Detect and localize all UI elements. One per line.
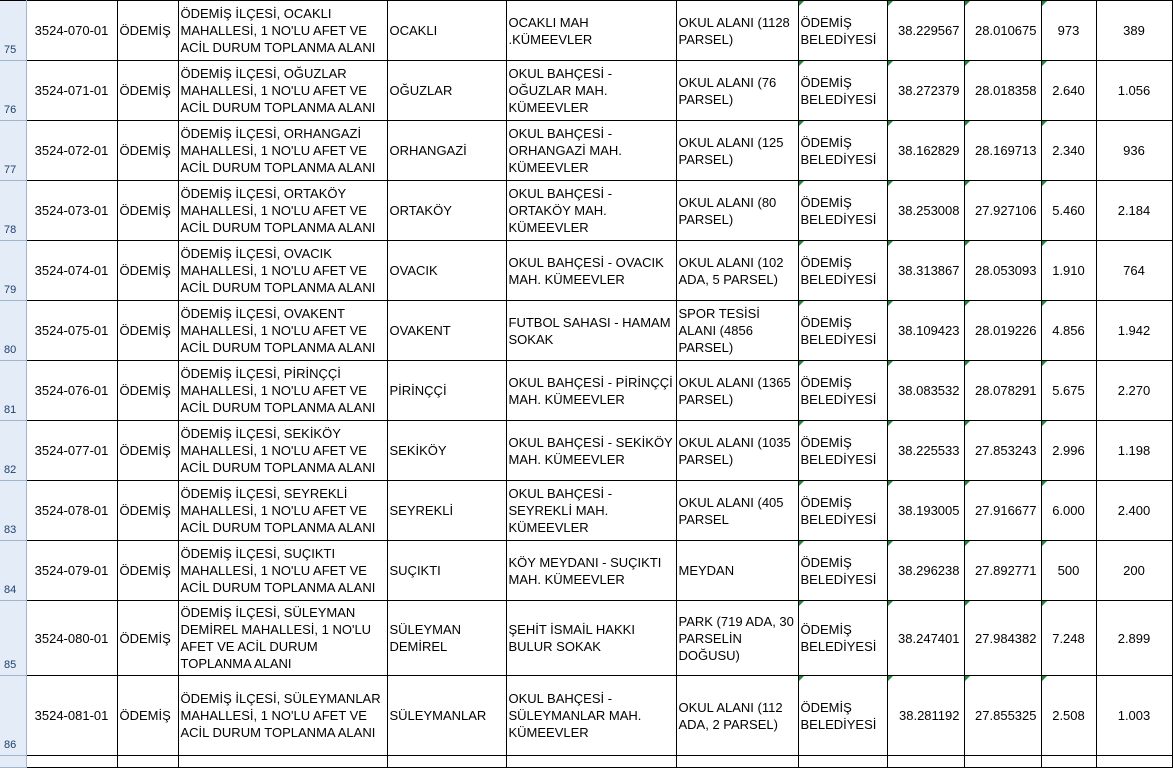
cell-address[interactable]: OKUL BAHÇESİ - ORHANGAZİ MAH. KÜMEEVLER <box>506 121 676 181</box>
cell-neighborhood[interactable]: PİRİNÇÇİ <box>387 361 506 421</box>
cell-neighborhood[interactable]: ORTAKÖY <box>387 181 506 241</box>
cell-code[interactable]: 3524-071-01 <box>26 61 117 121</box>
cell-area-type[interactable]: OKUL ALANI (1128 PARSEL) <box>676 1 798 61</box>
cell-area-type[interactable]: OKUL ALANI (76 PARSEL) <box>676 61 798 121</box>
cell-area[interactable]: 5.460 <box>1041 181 1096 241</box>
cell-longitude[interactable]: 27.855325 <box>964 676 1041 756</box>
cell-longitude[interactable]: 27.927106 <box>964 181 1041 241</box>
cell-code[interactable]: 3524-079-01 <box>26 541 117 601</box>
cell-neighborhood[interactable]: SEYREKLİ <box>387 481 506 541</box>
cell-district[interactable]: ÖDEMİŞ <box>117 361 178 421</box>
cell-description[interactable]: ÖDEMİŞ İLÇESİ, ORTAKÖY MAHALLESİ, 1 NO'LU AFET VE ACİL DURUM TOPLANMA ALANI <box>178 181 387 241</box>
cell-capacity[interactable]: 389 <box>1096 1 1172 61</box>
cell-area[interactable]: 2.996 <box>1041 421 1096 481</box>
cell-area-type[interactable]: OKUL ALANI (1365 PARSEL) <box>676 361 798 421</box>
cell-address[interactable]: FUTBOL SAHASI - HAMAM SOKAK <box>506 301 676 361</box>
table-row[interactable] <box>0 301 1172 361</box>
table-row[interactable] <box>0 61 1172 121</box>
cell-description[interactable]: ÖDEMİŞ İLÇESİ, PİRİNÇÇİ MAHALLESİ, 1 NO'LU AFET VE ACİL DURUM TOPLANMA ALANI <box>178 361 387 421</box>
cell-code[interactable]: 3524-070-01 <box>26 1 117 61</box>
cell-district[interactable]: ÖDEMİŞ <box>117 481 178 541</box>
table-row[interactable] <box>0 481 1172 541</box>
cell-institution[interactable]: ÖDEMİŞ BELEDİYESİ <box>798 1 887 61</box>
cell-capacity[interactable]: 1.942 <box>1096 301 1172 361</box>
row-header[interactable]: 80 <box>0 301 26 361</box>
cell-area-type[interactable]: OKUL ALANI (80 PARSEL) <box>676 181 798 241</box>
cell-area-type[interactable]: MEYDAN <box>676 541 798 601</box>
cell-district[interactable]: ÖDEMİŞ <box>117 601 178 676</box>
cell-district[interactable]: ÖDEMİŞ <box>117 541 178 601</box>
cell-latitude[interactable]: 38.229567 <box>887 1 964 61</box>
cell-area[interactable]: 973 <box>1041 1 1096 61</box>
cell-neighborhood[interactable]: OCAKLI <box>387 1 506 61</box>
cell-latitude[interactable]: 38.109423 <box>887 301 964 361</box>
cell-address[interactable]: ŞEHİT İSMAİL HAKKI BULUR SOKAK <box>506 601 676 676</box>
cell-empty <box>178 756 387 768</box>
cell-capacity[interactable]: 2.184 <box>1096 181 1172 241</box>
cell-empty <box>117 756 178 768</box>
cell-capacity[interactable]: 1.056 <box>1096 61 1172 121</box>
cell-longitude[interactable]: 27.916677 <box>964 481 1041 541</box>
cell-area-type[interactable]: OKUL ALANI (1035 PARSEL) <box>676 421 798 481</box>
cell-description[interactable]: ÖDEMİŞ İLÇESİ, OVACIK MAHALLESİ, 1 NO'LU AFET VE ACİL DURUM TOPLANMA ALANI <box>178 241 387 301</box>
cell-area-type[interactable]: SPOR TESİSİ ALANI (4856 PARSEL) <box>676 301 798 361</box>
cell-institution[interactable]: ÖDEMİŞ BELEDİYESİ <box>798 121 887 181</box>
cell-area-type[interactable]: PARK (719 ADA, 30 PARSELİN DOĞUSU) <box>676 601 798 676</box>
cell-description[interactable]: ÖDEMİŞ İLÇESİ, OĞUZLAR MAHALLESİ, 1 NO'LU AFET VE ACİL DURUM TOPLANMA ALANI <box>178 61 387 121</box>
cell-description[interactable]: ÖDEMİŞ İLÇESİ, SUÇIKTI MAHALLESİ, 1 NO'LU AFET VE ACİL DURUM TOPLANMA ALANI <box>178 541 387 601</box>
cell-code[interactable]: 3524-078-01 <box>26 481 117 541</box>
cell-empty <box>1041 756 1096 768</box>
table-row[interactable] <box>0 121 1172 181</box>
cell-longitude[interactable]: 28.078291 <box>964 361 1041 421</box>
cell-latitude[interactable]: 38.313867 <box>887 241 964 301</box>
cell-area-type[interactable]: OKUL ALANI (125 PARSEL) <box>676 121 798 181</box>
cell-area[interactable]: 4.856 <box>1041 301 1096 361</box>
cell-address[interactable]: OKUL BAHÇESİ - ORTAKÖY MAH. KÜMEEVLER <box>506 181 676 241</box>
cell-latitude[interactable]: 38.162829 <box>887 121 964 181</box>
cell-code[interactable]: 3524-073-01 <box>26 181 117 241</box>
cell-empty <box>26 756 117 768</box>
cell-latitude[interactable]: 38.253008 <box>887 181 964 241</box>
cell-area-type[interactable]: OKUL ALANI (102 ADA, 5 PARSEL) <box>676 241 798 301</box>
table-row[interactable] <box>0 181 1172 241</box>
cell-institution[interactable]: ÖDEMİŞ BELEDİYESİ <box>798 241 887 301</box>
cell-address[interactable]: KÖY MEYDANI - SUÇIKTI MAH. KÜMEEVLER <box>506 541 676 601</box>
cell-district[interactable]: ÖDEMİŞ <box>117 121 178 181</box>
cell-address[interactable]: OKUL BAHÇESİ - OVACIK MAH. KÜMEEVLER <box>506 241 676 301</box>
cell-district[interactable]: ÖDEMİŞ <box>117 301 178 361</box>
cell-empty <box>0 756 26 768</box>
cell-address[interactable]: OKUL BAHÇESİ - SEYREKLİ MAH. KÜMEEVLER <box>506 481 676 541</box>
cell-description[interactable]: ÖDEMİŞ İLÇESİ, SEKİKÖY MAHALLESİ, 1 NO'LU AFET VE ACİL DURUM TOPLANMA ALANI <box>178 421 387 481</box>
cell-district[interactable]: ÖDEMİŞ <box>117 241 178 301</box>
cell-code[interactable]: 3524-080-01 <box>26 601 117 676</box>
cell-institution[interactable]: ÖDEMİŞ BELEDİYESİ <box>798 541 887 601</box>
cell-longitude[interactable]: 28.018358 <box>964 61 1041 121</box>
cell-capacity[interactable]: 200 <box>1096 541 1172 601</box>
cell-area[interactable]: 2.508 <box>1041 676 1096 756</box>
cell-institution[interactable]: ÖDEMİŞ BELEDİYESİ <box>798 676 887 756</box>
cell-district[interactable]: ÖDEMİŞ <box>117 676 178 756</box>
cell-neighborhood[interactable]: OĞUZLAR <box>387 61 506 121</box>
cell-neighborhood[interactable]: SUÇIKTI <box>387 541 506 601</box>
cell-description[interactable]: ÖDEMİŞ İLÇESİ, SÜLEYMANLAR MAHALLESİ, 1 NO'LU AFET VE ACİL DURUM TOPLANMA ALANI <box>178 676 387 756</box>
row-header[interactable]: 75 <box>0 1 26 61</box>
cell-area[interactable]: 6.000 <box>1041 481 1096 541</box>
cell-latitude[interactable]: 38.247401 <box>887 601 964 676</box>
cell-latitude[interactable]: 38.193005 <box>887 481 964 541</box>
cell-address[interactable]: OCAKLI MAH .KÜMEEVLER <box>506 1 676 61</box>
cell-neighborhood[interactable]: SÜLEYMANLAR <box>387 676 506 756</box>
cell-institution[interactable]: ÖDEMİŞ BELEDİYESİ <box>798 421 887 481</box>
table-row-partial <box>0 756 1172 768</box>
cell-capacity[interactable]: 1.003 <box>1096 676 1172 756</box>
cell-longitude[interactable]: 28.169713 <box>964 121 1041 181</box>
cell-neighborhood[interactable]: OVAKENT <box>387 301 506 361</box>
cell-longitude[interactable]: 27.892771 <box>964 541 1041 601</box>
cell-area[interactable]: 2.340 <box>1041 121 1096 181</box>
cell-capacity[interactable]: 2.400 <box>1096 481 1172 541</box>
cell-latitude[interactable]: 38.225533 <box>887 421 964 481</box>
cell-neighborhood[interactable]: SÜLEYMAN DEMİREL <box>387 601 506 676</box>
cell-description[interactable]: ÖDEMİŞ İLÇESİ, SEYREKLİ MAHALLESİ, 1 NO'LU AFET VE ACİL DURUM TOPLANMA ALANI <box>178 481 387 541</box>
cell-empty <box>506 756 676 768</box>
cell-address[interactable]: OKUL BAHÇESİ - SEKİKÖY MAH. KÜMEEVLER <box>506 421 676 481</box>
cell-address[interactable]: OKUL BAHÇESİ - OĞUZLAR MAH. KÜMEEVLER <box>506 61 676 121</box>
cell-neighborhood[interactable]: OVACIK <box>387 241 506 301</box>
cell-area[interactable]: 1.910 <box>1041 241 1096 301</box>
cell-latitude[interactable]: 38.281192 <box>887 676 964 756</box>
cell-empty <box>798 756 887 768</box>
cell-neighborhood[interactable]: ORHANGAZİ <box>387 121 506 181</box>
cell-empty <box>676 756 798 768</box>
cell-institution[interactable]: ÖDEMİŞ BELEDİYESİ <box>798 361 887 421</box>
cell-capacity[interactable]: 764 <box>1096 241 1172 301</box>
cell-institution[interactable]: ÖDEMİŞ BELEDİYESİ <box>798 481 887 541</box>
cell-area-type[interactable]: OKUL ALANI (112 ADA, 2 PARSEL) <box>676 676 798 756</box>
row-header[interactable]: 78 <box>0 181 26 241</box>
cell-district[interactable]: ÖDEMİŞ <box>117 1 178 61</box>
row-header[interactable]: 84 <box>0 541 26 601</box>
cell-neighborhood[interactable]: SEKİKÖY <box>387 421 506 481</box>
cell-institution[interactable]: ÖDEMİŞ BELEDİYESİ <box>798 181 887 241</box>
cell-code[interactable]: 3524-075-01 <box>26 301 117 361</box>
cell-empty <box>964 756 1041 768</box>
cell-area[interactable]: 2.640 <box>1041 61 1096 121</box>
cell-code[interactable]: 3524-077-01 <box>26 421 117 481</box>
table-row[interactable] <box>0 421 1172 481</box>
cell-area[interactable]: 7.248 <box>1041 601 1096 676</box>
row-header[interactable]: 83 <box>0 481 26 541</box>
table-row[interactable] <box>0 241 1172 301</box>
table-row[interactable] <box>0 601 1172 676</box>
cell-institution[interactable]: ÖDEMİŞ BELEDİYESİ <box>798 61 887 121</box>
cell-description[interactable]: ÖDEMİŞ İLÇESİ, OVAKENT MAHALLESİ, 1 NO'LU AFET VE ACİL DURUM TOPLANMA ALANI <box>178 301 387 361</box>
cell-district[interactable]: ÖDEMİŞ <box>117 61 178 121</box>
table-row[interactable] <box>0 676 1172 756</box>
cell-empty <box>1096 756 1172 768</box>
cell-code[interactable]: 3524-074-01 <box>26 241 117 301</box>
cell-code[interactable]: 3524-081-01 <box>26 676 117 756</box>
cell-latitude[interactable]: 38.083532 <box>887 361 964 421</box>
cell-area[interactable]: 5.675 <box>1041 361 1096 421</box>
row-header[interactable]: 82 <box>0 421 26 481</box>
cell-description[interactable]: ÖDEMİŞ İLÇESİ, ORHANGAZİ MAHALLESİ, 1 NO'LU AFET VE ACİL DURUM TOPLANMA ALANI <box>178 121 387 181</box>
cell-code[interactable]: 3524-072-01 <box>26 121 117 181</box>
cell-description[interactable]: ÖDEMİŞ İLÇESİ, SÜLEYMAN DEMİREL MAHALLESİ, 1 NO'LU AFET VE ACİL DURUM TOPLANMA ALANI <box>178 601 387 676</box>
cell-institution[interactable]: ÖDEMİŞ BELEDİYESİ <box>798 601 887 676</box>
cell-capacity[interactable]: 2.899 <box>1096 601 1172 676</box>
cell-latitude[interactable]: 38.296238 <box>887 541 964 601</box>
cell-longitude[interactable]: 28.053093 <box>964 241 1041 301</box>
cell-description[interactable]: ÖDEMİŞ İLÇESİ, OCAKLI MAHALLESİ, 1 NO'LU AFET VE ACİL DURUM TOPLANMA ALANI <box>178 1 387 61</box>
cell-empty <box>887 756 964 768</box>
row-header[interactable]: 77 <box>0 121 26 181</box>
cell-longitude[interactable]: 27.984382 <box>964 601 1041 676</box>
table-row[interactable] <box>0 361 1172 421</box>
table-row[interactable] <box>0 541 1172 601</box>
row-header[interactable]: 79 <box>0 241 26 301</box>
cell-area-type[interactable]: OKUL ALANI (405 PARSEL <box>676 481 798 541</box>
cell-capacity[interactable]: 1.198 <box>1096 421 1172 481</box>
cell-latitude[interactable]: 38.272379 <box>887 61 964 121</box>
cell-empty <box>387 756 506 768</box>
cell-longitude[interactable]: 27.853243 <box>964 421 1041 481</box>
row-header[interactable]: 81 <box>0 361 26 421</box>
row-header[interactable]: 86 <box>0 676 26 756</box>
cell-longitude[interactable]: 28.010675 <box>964 1 1041 61</box>
table-row[interactable] <box>0 1 1172 61</box>
cell-area[interactable]: 500 <box>1041 541 1096 601</box>
cell-capacity[interactable]: 2.270 <box>1096 361 1172 421</box>
cell-district[interactable]: ÖDEMİŞ <box>117 181 178 241</box>
cell-code[interactable]: 3524-076-01 <box>26 361 117 421</box>
cell-address[interactable]: OKUL BAHÇESİ - SÜLEYMANLAR MAH. KÜMEEVLER <box>506 676 676 756</box>
cell-institution[interactable]: ÖDEMİŞ BELEDİYESİ <box>798 301 887 361</box>
row-header[interactable]: 85 <box>0 601 26 676</box>
cell-capacity[interactable]: 936 <box>1096 121 1172 181</box>
cell-address[interactable]: OKUL BAHÇESİ - PİRİNÇÇİ MAH. KÜMEEVLER <box>506 361 676 421</box>
cell-district[interactable]: ÖDEMİŞ <box>117 421 178 481</box>
cell-longitude[interactable]: 28.019226 <box>964 301 1041 361</box>
row-header[interactable]: 76 <box>0 61 26 121</box>
